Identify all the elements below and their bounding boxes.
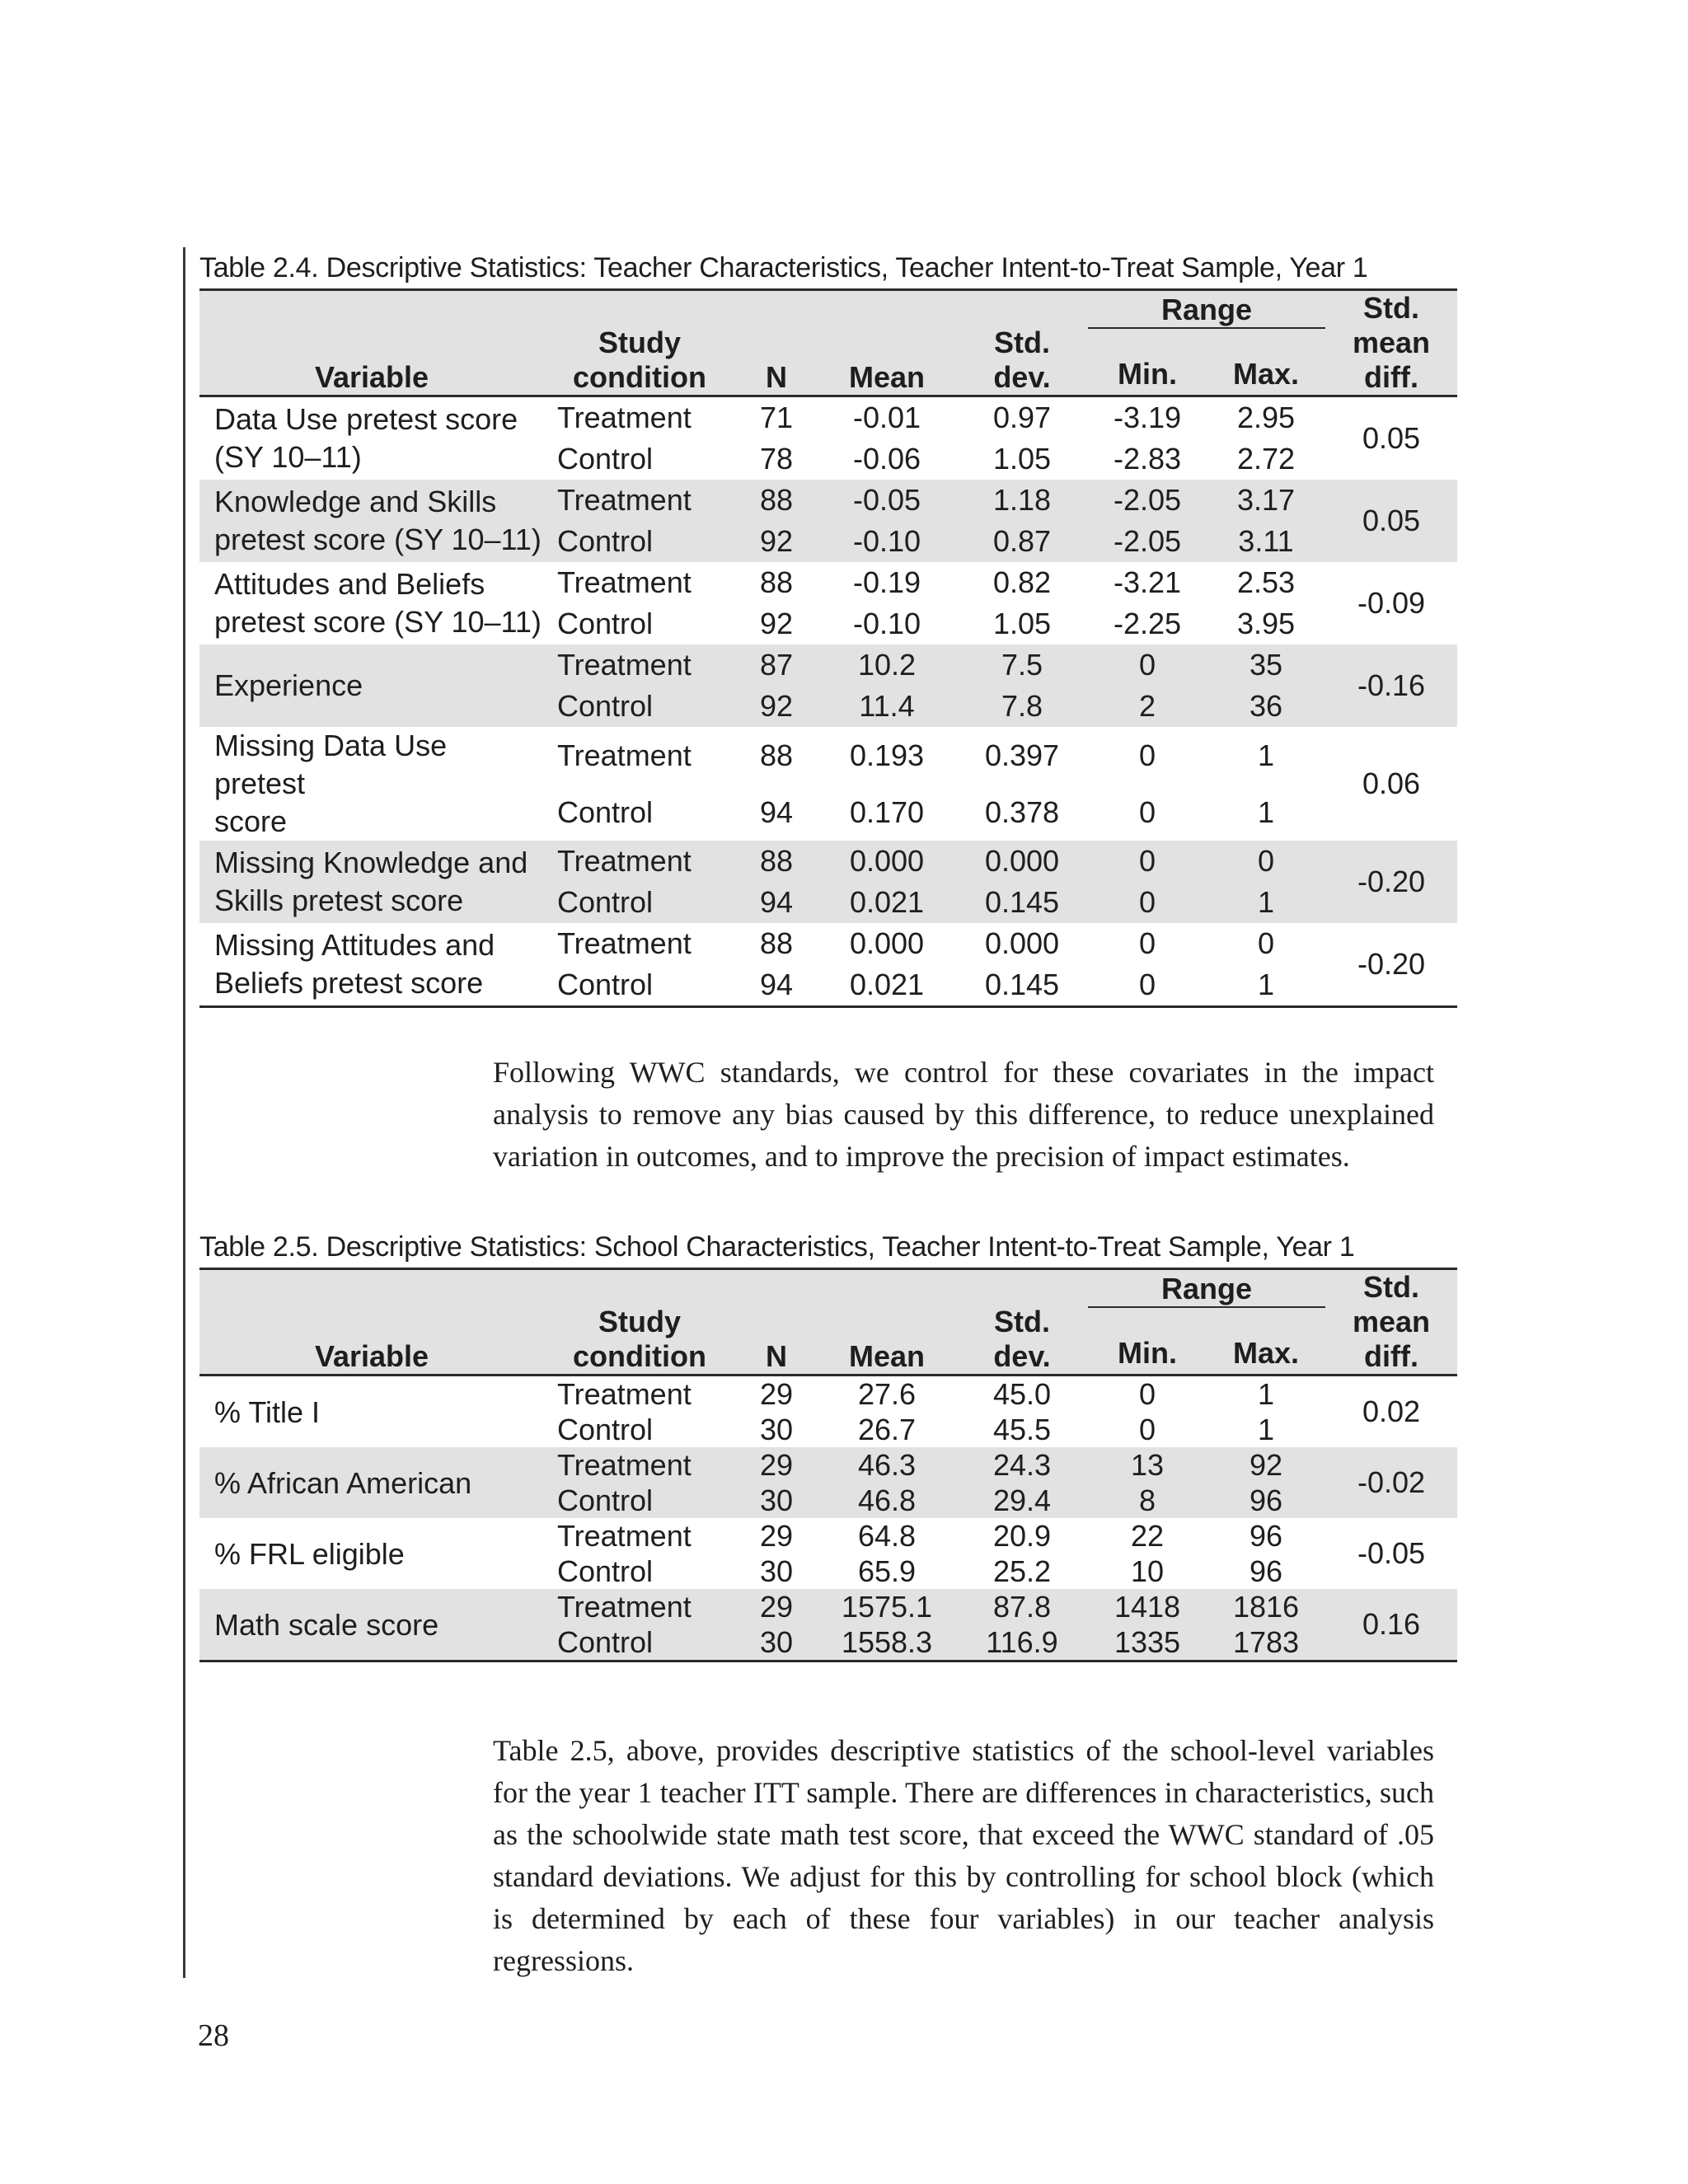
mean-cell: 46.3 — [818, 1447, 956, 1483]
mean-cell: 64.8 — [857, 1518, 917, 1553]
n-cell: 92 — [735, 686, 818, 727]
max-cell: 92 — [1207, 1447, 1325, 1483]
header-range: Range — [1088, 290, 1325, 329]
n-cell: 29 — [735, 1447, 818, 1483]
condition-cell: Treatment — [557, 926, 692, 960]
condition-cell: Treatment — [544, 1589, 735, 1624]
margin-rule — [183, 247, 185, 1978]
body-paragraph: Following WWC standards, we control for these covariates in the impact analysis to remove any bias caused by this difference, to reduce unexplained variation in outcomes, and to improve the precision of impact estimates. — [493, 1056, 1434, 1173]
header-std-mean-diff: Std. mean diff. — [1325, 1269, 1457, 1376]
n-cell: 87 — [735, 644, 818, 686]
mean-cell: 46.8 — [818, 1483, 956, 1518]
min-cell: 0 — [1088, 644, 1207, 686]
condition-cell: Control — [557, 607, 654, 640]
n-cell: 94 — [759, 794, 794, 829]
n-cell: 30 — [735, 1624, 818, 1661]
table-row — [199, 562, 1457, 603]
min-cell: -2.25 — [1113, 607, 1182, 640]
max-cell: 0 — [1207, 841, 1325, 882]
max-cell: 96 — [1207, 1483, 1325, 1518]
min-cell: 0 — [1138, 738, 1156, 772]
n-cell: 88 — [759, 926, 794, 960]
condition-cell: Control — [557, 968, 654, 1001]
min-cell: 0 — [1138, 794, 1156, 829]
table-caption: Table 2.5. Descriptive Statistics: School Characteristics, Teacher Intent-to-Treat Sample, Year 1 — [199, 1231, 1355, 1263]
max-cell: 1 — [1257, 738, 1275, 772]
mean-cell: 0.000 — [849, 926, 925, 960]
std-dev-cell: 1.05 — [992, 442, 1052, 476]
mean-cell: -0.10 — [852, 607, 921, 640]
min-cell: -2.05 — [1088, 521, 1207, 562]
condition-cell: Treatment — [557, 565, 692, 599]
header-study-condition: Study condition — [544, 290, 735, 396]
min-cell: -3.19 — [1113, 401, 1182, 434]
mean-cell: -0.06 — [852, 442, 921, 476]
n-cell: 30 — [759, 1554, 794, 1588]
mean-cell: 10.2 — [818, 644, 956, 686]
condition-cell: Control — [557, 442, 654, 476]
std-dev-cell: 0.145 — [984, 968, 1060, 1001]
mean-cell: 1558.3 — [818, 1624, 956, 1661]
mean-cell: -0.05 — [818, 480, 956, 521]
std-mean-diff-cell: 0.05 — [1325, 480, 1457, 562]
variable-cell: Math scale score — [199, 1589, 544, 1661]
variable-cell: Missing Knowledge and Skills pretest score — [199, 841, 544, 923]
min-cell: 2 — [1088, 686, 1207, 727]
n-cell: 94 — [759, 968, 794, 1001]
header-mean: Mean — [818, 290, 956, 396]
max-cell: 1 — [1257, 1376, 1275, 1411]
n-cell: 29 — [759, 1376, 794, 1411]
condition-cell: Control — [557, 1554, 654, 1588]
max-cell: 36 — [1207, 686, 1325, 727]
table-row — [199, 841, 1457, 882]
header-study-condition: Study condition — [544, 1269, 735, 1376]
condition-cell: Control — [557, 1412, 654, 1446]
condition-cell: Treatment — [544, 480, 735, 521]
table-row — [199, 923, 1457, 964]
std-mean-diff-cell: -0.09 — [1357, 586, 1426, 620]
std-mean-diff-cell: -0.16 — [1325, 644, 1457, 727]
mean-cell: 26.7 — [857, 1412, 917, 1446]
mean-cell: 0.021 — [818, 882, 956, 923]
condition-cell: Control — [544, 521, 735, 562]
mean-cell: 0.170 — [849, 794, 925, 829]
std-mean-diff-cell: -0.05 — [1357, 1536, 1426, 1570]
std-dev-cell: 0.145 — [956, 882, 1088, 923]
std-mean-diff-cell: 0.16 — [1325, 1589, 1457, 1661]
condition-cell: Treatment — [557, 738, 692, 772]
condition-cell: Treatment — [557, 401, 692, 434]
condition-cell: Control — [544, 882, 735, 923]
max-cell: 1816 — [1207, 1589, 1325, 1624]
min-cell: -3.21 — [1113, 565, 1182, 599]
variable-cell: Experience — [199, 644, 544, 727]
table-2-5 — [199, 1226, 1457, 1662]
max-cell: 1 — [1257, 1412, 1275, 1446]
mean-cell: 0.000 — [818, 841, 956, 882]
std-dev-cell: 7.8 — [956, 686, 1088, 727]
std-mean-diff-cell: -0.20 — [1357, 947, 1426, 981]
table-row — [199, 644, 1457, 686]
std-mean-diff-cell: -0.20 — [1325, 841, 1457, 923]
std-dev-cell: 0.000 — [956, 841, 1088, 882]
std-dev-cell: 45.5 — [992, 1412, 1052, 1446]
std-dev-cell: 0.397 — [984, 738, 1060, 772]
stats-table — [199, 1268, 1457, 1662]
table-row — [199, 1589, 1457, 1624]
std-dev-cell: 20.9 — [992, 1518, 1052, 1553]
std-dev-cell: 0.82 — [992, 565, 1052, 599]
table-row — [199, 727, 1457, 784]
max-cell: 96 — [1249, 1518, 1283, 1553]
variable-cell: Missing Data Use pretest score — [214, 729, 448, 838]
std-dev-cell: 0.000 — [984, 926, 1060, 960]
condition-cell: Treatment — [557, 1518, 692, 1553]
condition-cell: Control — [544, 1624, 735, 1661]
body-paragraph: Table 2.5, above, provides descriptive statistics of the school-level variables for the year 1 teacher ITT sample. There are differences in characteristics, such as the schoolwide state math test score, that exceed the WWC standard of .05 standard deviations. We adjust for this by controlling for school block (which is determined by each of these four variables) in our teacher analysis regressions. — [493, 1734, 1434, 1977]
table-caption: Table 2.4. Descriptive Statistics: Teacher Characteristics, Teacher Intent-to-Treat Sample, Year 1 — [199, 252, 1368, 284]
min-cell: 13 — [1088, 1447, 1207, 1483]
min-cell: 0 — [1088, 841, 1207, 882]
min-cell: 1418 — [1088, 1589, 1207, 1624]
header-mean: Mean — [818, 1269, 956, 1376]
header-n: N — [735, 1269, 818, 1376]
n-cell: 88 — [759, 565, 794, 599]
mean-cell: 0.193 — [849, 738, 925, 772]
header-max: Max. — [1207, 328, 1325, 396]
mean-cell: 65.9 — [857, 1554, 917, 1588]
mean-cell: 11.4 — [818, 686, 956, 727]
max-cell: 1783 — [1207, 1624, 1325, 1661]
table-2-4 — [199, 247, 1457, 1008]
header-max: Max. — [1207, 1307, 1325, 1376]
n-cell: 88 — [759, 738, 794, 772]
header-range: Range — [1088, 1269, 1325, 1308]
std-dev-cell: 0.87 — [956, 521, 1088, 562]
header-variable: Variable — [199, 1269, 544, 1376]
header-variable: Variable — [199, 290, 544, 396]
min-cell: 10 — [1130, 1554, 1165, 1588]
std-dev-cell: 0.97 — [992, 401, 1052, 434]
header-min: Min. — [1088, 1307, 1207, 1376]
n-cell: 30 — [759, 1412, 794, 1446]
n-cell: 71 — [759, 401, 794, 434]
variable-cell: % Title I — [214, 1394, 321, 1429]
table-row — [199, 396, 1457, 439]
min-cell: 0 — [1138, 1376, 1156, 1411]
min-cell: 22 — [1130, 1518, 1165, 1553]
std-dev-cell: 0.378 — [984, 794, 1060, 829]
std-dev-cell: 87.8 — [956, 1589, 1088, 1624]
condition-cell: Treatment — [544, 1447, 735, 1483]
max-cell: 0 — [1257, 926, 1275, 960]
min-cell: 0 — [1088, 882, 1207, 923]
condition-cell: Control — [557, 794, 654, 829]
variable-cell: Knowledge and Skills pretest score (SY 10–11) — [199, 480, 544, 562]
mean-cell: -0.10 — [818, 521, 956, 562]
header-std-dev: Std. dev. — [956, 290, 1088, 396]
mean-cell: -0.01 — [852, 401, 921, 434]
mean-cell: 27.6 — [857, 1376, 917, 1411]
max-cell: 1 — [1257, 794, 1275, 829]
header-std-mean-diff: Std. mean diff. — [1325, 290, 1457, 396]
min-cell: 0 — [1138, 968, 1156, 1001]
max-cell: 1 — [1207, 882, 1325, 923]
n-cell: 92 — [759, 607, 794, 640]
mean-cell: 1575.1 — [818, 1589, 956, 1624]
std-mean-diff-cell: -0.02 — [1325, 1447, 1457, 1518]
mean-cell: -0.19 — [852, 565, 921, 599]
max-cell: 2.53 — [1236, 565, 1296, 599]
max-cell: 3.17 — [1207, 480, 1325, 521]
std-mean-diff-cell: 0.05 — [1362, 421, 1421, 455]
n-cell: 29 — [735, 1589, 818, 1624]
variable-cell: % FRL eligible — [214, 1536, 405, 1571]
std-dev-cell: 7.5 — [956, 644, 1088, 686]
max-cell: 2.72 — [1236, 442, 1296, 476]
condition-cell: Treatment — [544, 841, 735, 882]
condition-cell: Treatment — [557, 1376, 692, 1411]
min-cell: 8 — [1088, 1483, 1207, 1518]
max-cell: 35 — [1207, 644, 1325, 686]
std-mean-diff-cell: 0.02 — [1362, 1394, 1421, 1428]
max-cell: 2.95 — [1236, 401, 1296, 434]
min-cell: 1335 — [1088, 1624, 1207, 1661]
variable-cell: Data Use pretest score (SY 10–11) — [214, 402, 518, 474]
page-number: 28 — [198, 2018, 229, 2053]
table-row — [199, 1518, 1457, 1554]
max-cell: 3.11 — [1207, 521, 1325, 562]
std-dev-cell: 116.9 — [956, 1624, 1088, 1661]
min-cell: -2.83 — [1113, 442, 1182, 476]
std-dev-cell: 1.05 — [992, 607, 1052, 640]
min-cell: 0 — [1138, 926, 1156, 960]
std-mean-diff-cell: 0.06 — [1362, 766, 1421, 800]
table-row — [199, 1447, 1457, 1483]
n-cell: 88 — [735, 841, 818, 882]
stats-table — [199, 288, 1457, 1008]
min-cell: 0 — [1138, 1412, 1156, 1446]
mean-cell: 0.021 — [849, 968, 925, 1001]
n-cell: 30 — [735, 1483, 818, 1518]
std-dev-cell: 25.2 — [992, 1554, 1052, 1588]
header-std-dev: Std. dev. — [956, 1269, 1088, 1376]
table-row — [199, 480, 1457, 521]
max-cell: 96 — [1249, 1554, 1283, 1588]
std-dev-cell: 45.0 — [992, 1376, 1052, 1411]
header-n: N — [735, 290, 818, 396]
variable-cell: Attitudes and Beliefs pretest score (SY 10–11) — [214, 567, 542, 639]
max-cell: 3.95 — [1236, 607, 1296, 640]
max-cell: 1 — [1257, 968, 1275, 1001]
condition-cell: Treatment — [544, 644, 735, 686]
n-cell: 88 — [735, 480, 818, 521]
header-min: Min. — [1088, 328, 1207, 396]
n-cell: 94 — [735, 882, 818, 923]
n-cell: 29 — [759, 1518, 794, 1553]
std-dev-cell: 1.18 — [956, 480, 1088, 521]
table-row — [199, 1376, 1457, 1413]
variable-cell: Missing Attitudes and Beliefs pretest score — [214, 928, 495, 1000]
variable-cell: % African American — [199, 1447, 544, 1518]
std-dev-cell: 29.4 — [956, 1483, 1088, 1518]
std-dev-cell: 24.3 — [956, 1447, 1088, 1483]
min-cell: -2.05 — [1088, 480, 1207, 521]
condition-cell: Control — [544, 686, 735, 727]
n-cell: 92 — [735, 521, 818, 562]
condition-cell: Control — [544, 1483, 735, 1518]
n-cell: 78 — [759, 442, 794, 476]
